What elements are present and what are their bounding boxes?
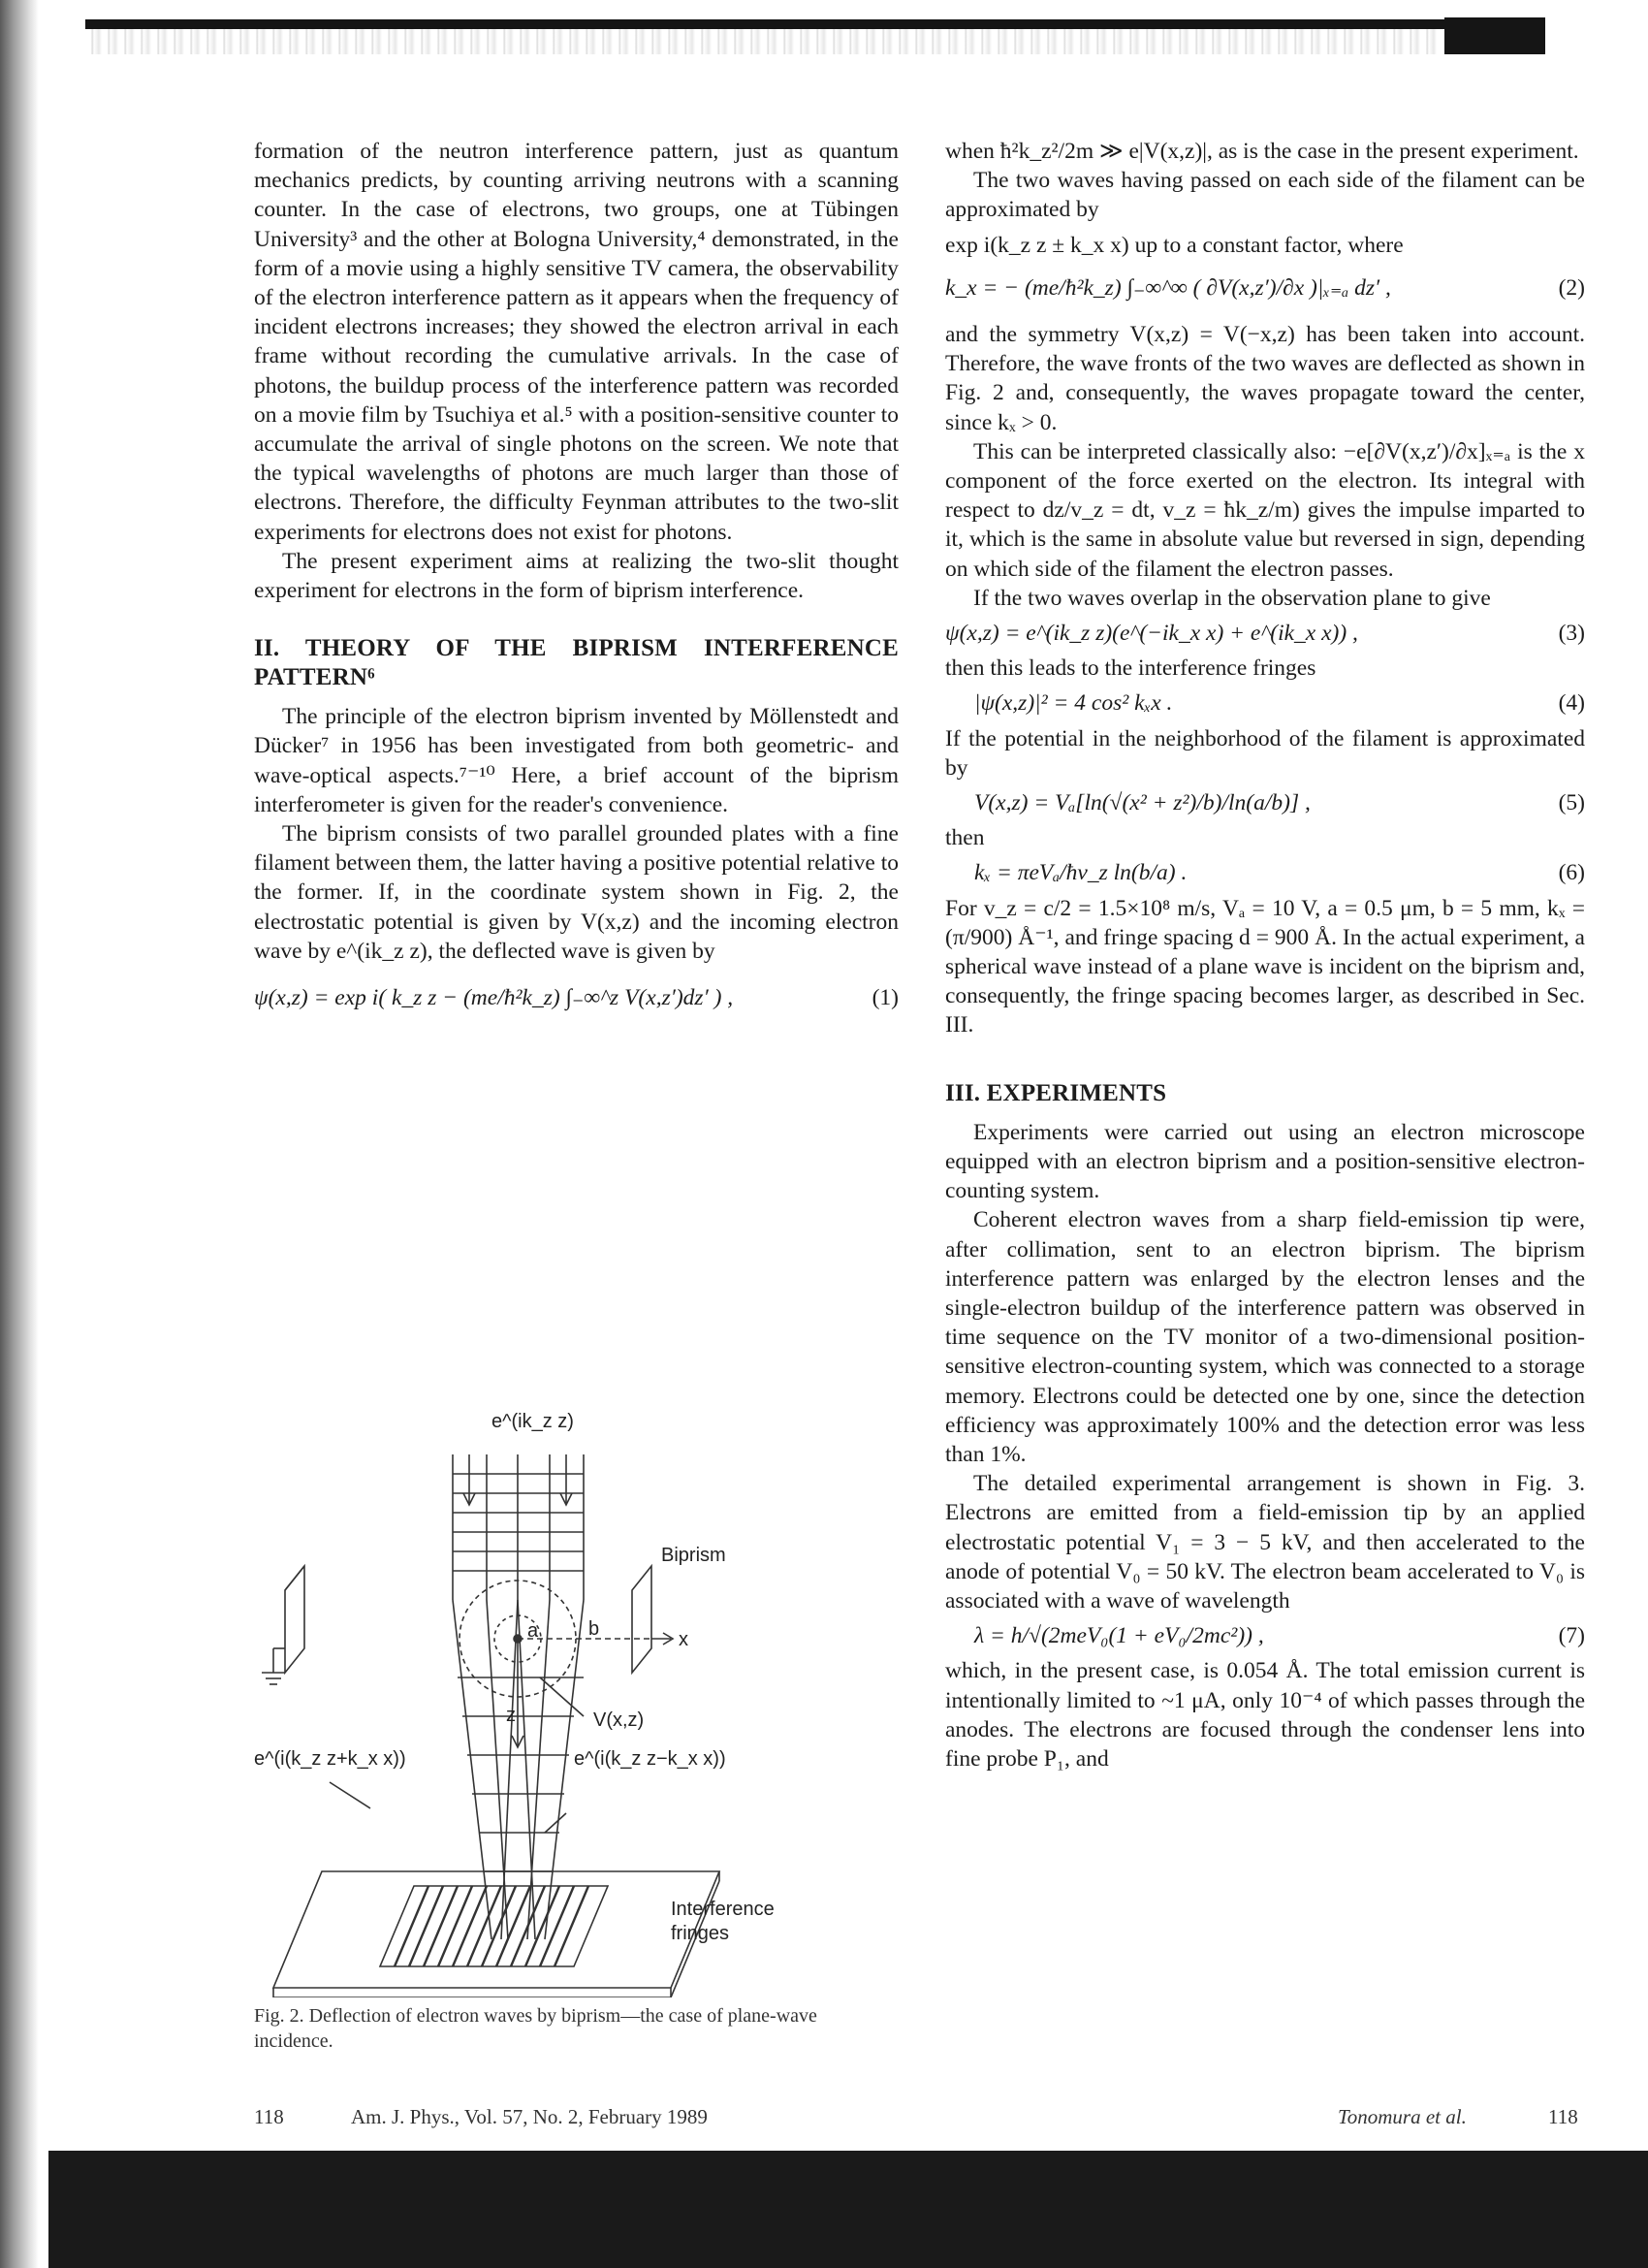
figure-caption: Fig. 2. Deflection of electron waves by biprism—the case of plane-wave incidence. — [254, 2005, 817, 2052]
equation-number: (7) — [1558, 1623, 1585, 1649]
body-paragraph: For v_z = c/2 = 1.5×10⁸ m/s, Vₐ = 10 V, a = 0.5 μm, b = 5 mm, kₓ = (π/900) Å⁻¹, and fringe spacing d = 900 Å. In the actual experiment, a spherical wave instead of a plane wave is incident on the biprism and, consequently, the fringe spacing becomes larger, as described in Sec. III. — [945, 895, 1585, 1038]
journal-citation: Am. J. Phys., Vol. 57, No. 2, February 1989 — [351, 2105, 708, 2128]
equation-number: (1) — [872, 985, 899, 1011]
body-paragraph: formation of the neutron interference pattern, just as quantum mechanics predicts, by counting arriving neutrons with a scanning counter. In the case of electrons, two groups, one at Tübingen University³ and the other at Bologna University,⁴ demonstrated, in the form of a movie using a highly sensitive TV camera, the observability of the electron interference pattern as it appears when the frequency of incident electrons increases; they showed the electron arrival in each frame without recording the cumulative arrivals. In the case of photons, the buildup process of the interference pattern was recorded on a movie film by Tsuchiya et al.⁵ with a position-sensitive counter to accumulate the arrival of single photons on the screen. We note that the typical wavelengths of photons are much larger than those of electrons. Therefore, the difficulty Feynman attributes to the two-slit experiments for electrons does not exist for photons. — [254, 139, 899, 545]
equation-text: ψ(x,z) = exp i( k_z z − (me/ħ²k_z) ∫₋∞^z V(x,z′)dz′ ) , — [254, 985, 734, 1011]
radius-b-label: b — [588, 1618, 600, 1640]
section-heading: II. THEORY OF THE BIPRISM INTERFERENCE PATTERN⁶ — [254, 635, 899, 691]
equation-6 — [945, 858, 1585, 887]
figure-2-diagram — [254, 1358, 899, 1997]
equation-text: k_x = − (me/ħ²k_z) ∫₋∞^∞ ( ∂V(x,z′)/∂x )|ₓ₌ₐ dz′ , — [945, 274, 1391, 301]
body-paragraph: The detailed experimental arrangement is shown in Fig. 3. Electrons are emitted from a field-emission tip by an applied electrostatic potential V₁ = 3 − 5 kV, and then accelerated to the anode of potential V₀ = 50 kV. The electron beam accelerated to V₀ is associated with a wave of wavelength — [945, 1471, 1585, 1613]
equation-number: (2) — [1558, 274, 1585, 301]
scan-top-noise — [85, 29, 1442, 54]
equation-text: λ = h/√(2meV₀(1 + eV₀/2mc²)) , — [974, 1623, 1264, 1649]
scan-left-edge — [0, 0, 39, 2268]
equation-2 — [945, 273, 1585, 303]
equation-5 — [945, 788, 1585, 817]
equation-number: (3) — [1558, 621, 1585, 647]
section-heading: III. EXPERIMENTS — [945, 1079, 1167, 1106]
biprism-label: Biprism — [661, 1545, 726, 1566]
equation-text: ψ(x,z) = e^(ik_z z)(e^(−ik_x x) + e^(ik_x x)) , — [945, 621, 1358, 647]
body-paragraph: The biprism consists of two parallel grounded plates with a fine filament between them, the latter having a positive potential relative to the former. If, in the coordinate system shown in Fig. 2, the electrostatic potential is given by V(x,z) and the incoming electron wave by e^(ik_z z), the deflected wave is given by — [254, 821, 899, 964]
body-paragraph: when ħ²k_z²/2m ≫ e|V(x,z)|, as is the case in the present experiment. — [945, 139, 1579, 164]
equation-number: (4) — [1558, 690, 1585, 717]
equation-number: (5) — [1558, 790, 1585, 816]
potential-label: V(x,z) — [593, 1709, 645, 1731]
radius-a-label: a — [527, 1620, 539, 1642]
equation-1 — [254, 983, 899, 1012]
left-wave-label: e^(i(k_z z+k_x x)) — [254, 1748, 406, 1770]
body-paragraph: Experiments were carried out using an electron microscope equipped with an electron biprism and a position-sensitive electron-counting system. — [945, 1119, 1585, 1204]
body-paragraph: The two waves having passed on each side of the filament can be approximated by — [945, 168, 1585, 223]
body-paragraph: then this leads to the interference fringes — [945, 655, 1316, 682]
left-column — [254, 137, 899, 1018]
right-column — [945, 137, 1585, 1773]
fringes-label: Interference — [671, 1899, 775, 1920]
running-author: Tonomura et al. — [1338, 2105, 1467, 2128]
scan-bottom-border — [48, 2151, 1648, 2268]
body-paragraph: The principle of the electron biprism invented by Möllenstedt and Dücker⁷ in 1956 has been investigated from both geometric- and wave-optical aspects.⁷⁻¹⁰ Here, a brief account of the biprism interferometer is given for the reader's convenience. — [254, 704, 899, 817]
equation-7 — [945, 1621, 1585, 1650]
equation-text: kₓ = πeVₐ/ħv_z ln(b/a) . — [974, 860, 1188, 886]
body-paragraph: If the two waves overlap in the observation plane to give — [973, 585, 1491, 611]
body-paragraph: and the symmetry V(x,z) = V(−x,z) has been taken into account. Therefore, the wave fronts of the two waves are deflected as shown in Fig. 2 and, consequently, the waves propagate toward the center, since kₓ > 0. — [945, 322, 1585, 435]
body-paragraph: which, in the present case, is 0.054 Å. The total emission current is intentionally limited to ~1 μA, only 10⁻⁴ of which passes through the anodes. The electrons are focused through the condenser lens into fine probe P₁, and — [945, 1658, 1585, 1772]
scan-top-border — [85, 19, 1545, 29]
right-wave-label: e^(i(k_z z−k_x x)) — [574, 1748, 726, 1770]
equation-text: |ψ(x,z)|² = 4 cos² kₓx . — [974, 690, 1173, 717]
body-paragraph: The present experiment aims at realizing the two-slit thought experiment for electrons in the form of biprism interference. — [254, 548, 899, 604]
x-axis-label: x — [679, 1629, 688, 1650]
page-number-left: 118 — [254, 2105, 284, 2128]
equation-number: (6) — [1558, 860, 1585, 886]
incident-wave-label: e^(ik_z z) — [491, 1411, 574, 1432]
z-axis-label: z — [506, 1705, 516, 1726]
page-number-right: 118 — [1548, 2105, 1578, 2128]
equation-4 — [945, 688, 1585, 718]
body-paragraph: If the potential in the neighborhood of the filament is approximated by — [945, 725, 1585, 781]
body-paragraph: This can be interpreted classically also: −e[∂V(x,z′)/∂x]ₓ₌ₐ is the x component of the force exerted on the electron. Its integral with respect to dz/v_z = dt, v_z = ħk_z/m) gives the impulse imparted to it, which is the same in absolute value but reversed in sign, depending on which side of the filament the electron passes. — [945, 438, 1585, 582]
equation-3 — [945, 619, 1585, 648]
scan-top-corner — [1444, 17, 1545, 54]
fringes-label: fringes — [671, 1923, 730, 1944]
equation-text: V(x,z) = Vₐ[ln(√(x² + z²)/b)/ln(a/b)] , — [974, 790, 1311, 816]
body-paragraph: then — [945, 825, 985, 851]
body-paragraph: Coherent electron waves from a sharp field-emission tip were, after collimation, sent to an electron biprism. The biprism interference pattern was enlarged by the electron lenses and the single-electron buildup of the interference pattern was observed in time sequence on the TV monitor of a two-dimensional position-sensitive electron-counting system, which was connected to a storage memory. Electrons could be detected one by one, since the detection efficiency was approximately 100% and the detection error was less than 1%. — [945, 1207, 1585, 1467]
body-line: exp i(k_z z ± k_x x) up to a constant factor, where — [945, 232, 1404, 258]
